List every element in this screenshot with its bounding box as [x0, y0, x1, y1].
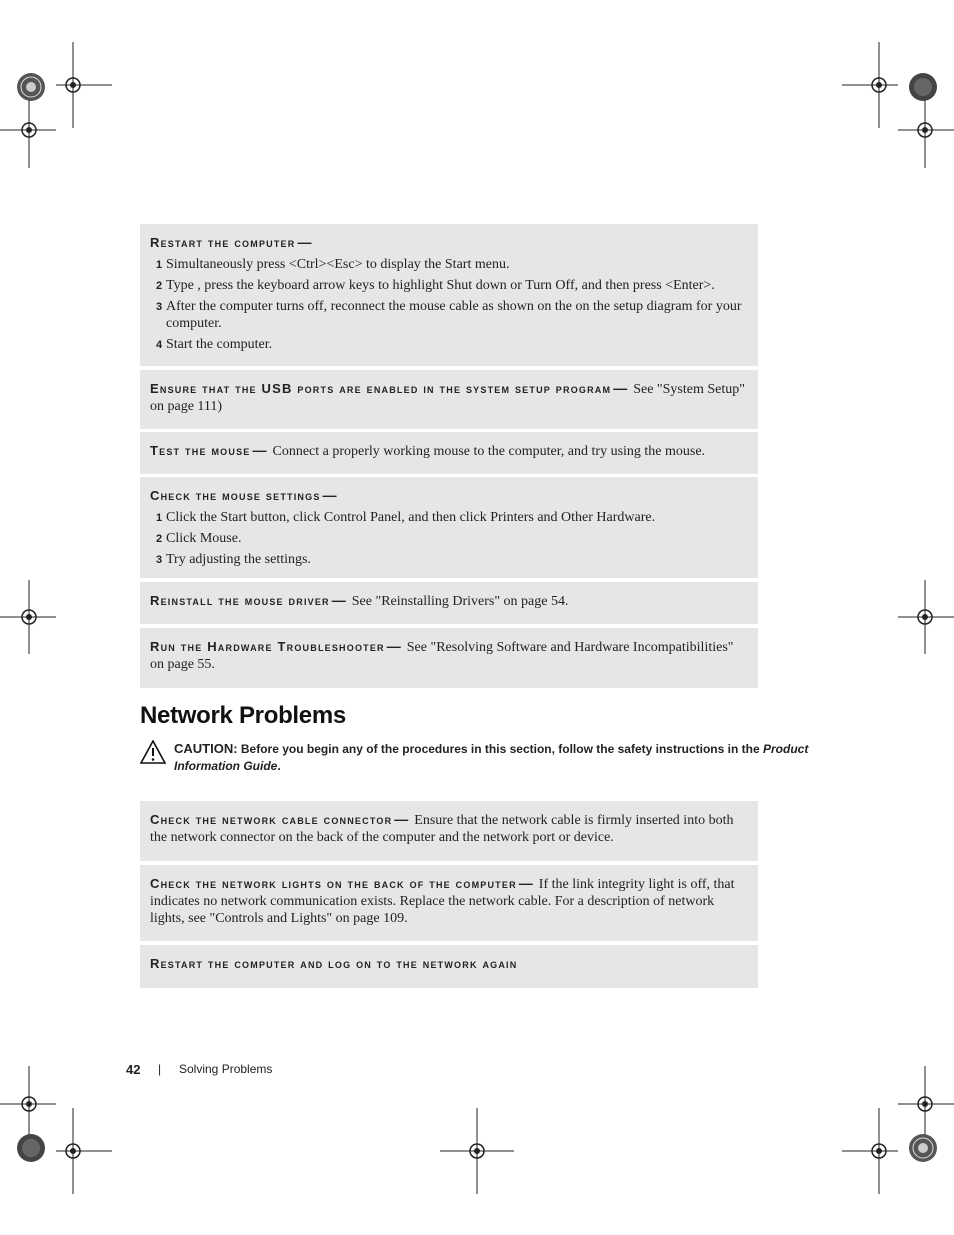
block-heading: Run the Hardware Troubleshooter	[150, 639, 385, 654]
block-heading: Reinstall the mouse driver	[150, 593, 330, 608]
block-text: Ensure that the network cable is firmly inserted into both the network connector on the back of the computer and the network port or device.	[150, 813, 734, 845]
restart-network-block	[140, 945, 758, 988]
list-item	[150, 509, 748, 526]
block-text: See "Reinstalling Drivers" on page 54.	[351, 594, 569, 609]
step-text: Click the Start button, click Control Panel, and then click Printers and Other Hardware.	[166, 510, 656, 525]
block-heading: Test the mouse	[150, 443, 251, 458]
caution-label: CAUTION:	[174, 741, 238, 756]
step-number: 1	[156, 512, 163, 524]
block-text: If the link integrity light is off, that indicates no network communication exists. Replace the network cable. For a description of network lights, see "Controls and Lights" on page 109.	[150, 877, 735, 926]
crosshair-mark	[898, 100, 954, 168]
block-text: See "Resolving Software and Hardware Incompatibilities" on page 55.	[150, 640, 734, 672]
list-item	[150, 256, 748, 273]
hardware-troubleshooter-block	[140, 628, 758, 688]
em-dash: —	[518, 875, 533, 891]
network-lights-block	[140, 865, 758, 941]
crosshair-mark	[842, 42, 898, 128]
block-heading: Check the network lights on the back of the computer	[150, 876, 517, 891]
step-text: Type , press the keyboard arrow keys to highlight Shut down or Turn Off, and then press <Enter>.	[166, 278, 715, 293]
crosshair-mark	[842, 1108, 898, 1194]
step-number: 3	[156, 301, 163, 313]
test-mouse-block	[140, 432, 758, 474]
steps-list	[150, 256, 748, 353]
step-text: Start the computer.	[166, 337, 273, 352]
caution-end: .	[277, 759, 281, 773]
step-text: After the computer turns off, reconnect the mouse cable as shown on the on the setup diagram for your computer.	[166, 299, 742, 331]
em-dash: —	[394, 811, 409, 827]
list-item	[150, 277, 748, 294]
mouse-settings-block	[140, 477, 758, 578]
warning-icon	[140, 740, 166, 769]
step-text: Simultaneously press <Ctrl><Esc> to display the Start menu.	[166, 257, 510, 272]
block-heading: Check the network cable connector	[150, 812, 393, 827]
crosshair-mark	[56, 1108, 112, 1194]
page-number: 42	[126, 1062, 141, 1077]
block-heading: Restart the computer	[150, 235, 296, 250]
list-item	[150, 336, 748, 353]
registration-mark-top-left	[14, 70, 48, 104]
caution-text: Before you begin any of the procedures in this section, follow the safety instructions in the	[240, 742, 760, 756]
list-item	[150, 551, 748, 568]
em-dash: —	[386, 638, 401, 654]
network-cable-block	[140, 801, 758, 861]
registration-mark-top-right	[906, 70, 940, 104]
crosshair-mark	[56, 42, 112, 128]
crosshair-mark	[440, 1108, 514, 1194]
reinstall-driver-block	[140, 582, 758, 624]
em-dash: —	[331, 592, 346, 608]
crosshair-mark	[0, 100, 56, 168]
section-title: Network Problems	[140, 702, 346, 729]
usb-ports-block	[140, 370, 758, 429]
block-text: Connect a properly working mouse to the computer, and try using the mouse.	[272, 444, 706, 459]
step-number: 4	[156, 339, 163, 351]
steps-list	[150, 509, 748, 568]
em-dash: —	[252, 442, 267, 458]
footer-separator: |	[158, 1062, 162, 1076]
step-number: 3	[156, 554, 163, 566]
em-dash: —	[613, 380, 628, 396]
registration-mark-bottom-left	[14, 1131, 48, 1165]
block-heading: Ensure that the USB ports are enabled in the system setup program	[150, 381, 612, 396]
em-dash: —	[297, 234, 312, 250]
caution-guide-title: Product Information Guide	[174, 742, 809, 773]
restart-computer-block	[140, 224, 758, 366]
step-number: 1	[156, 259, 163, 271]
footer-section: Solving Problems	[179, 1062, 273, 1076]
crosshair-mark	[0, 580, 56, 654]
step-number: 2	[156, 280, 163, 292]
crosshair-mark	[898, 580, 954, 654]
em-dash: —	[322, 487, 337, 503]
step-number: 2	[156, 533, 163, 545]
block-text: See "System Setup" on page 111)	[150, 382, 745, 414]
list-item	[150, 298, 748, 332]
step-text: Click Mouse.	[166, 531, 242, 546]
block-heading: Check the mouse settings	[150, 488, 321, 503]
registration-mark-bottom-right	[906, 1131, 940, 1165]
list-item	[150, 530, 748, 547]
caution-note	[140, 740, 820, 775]
block-heading: Restart the computer and log on to the network again	[150, 956, 518, 971]
step-text: Try adjusting the settings.	[166, 552, 311, 567]
